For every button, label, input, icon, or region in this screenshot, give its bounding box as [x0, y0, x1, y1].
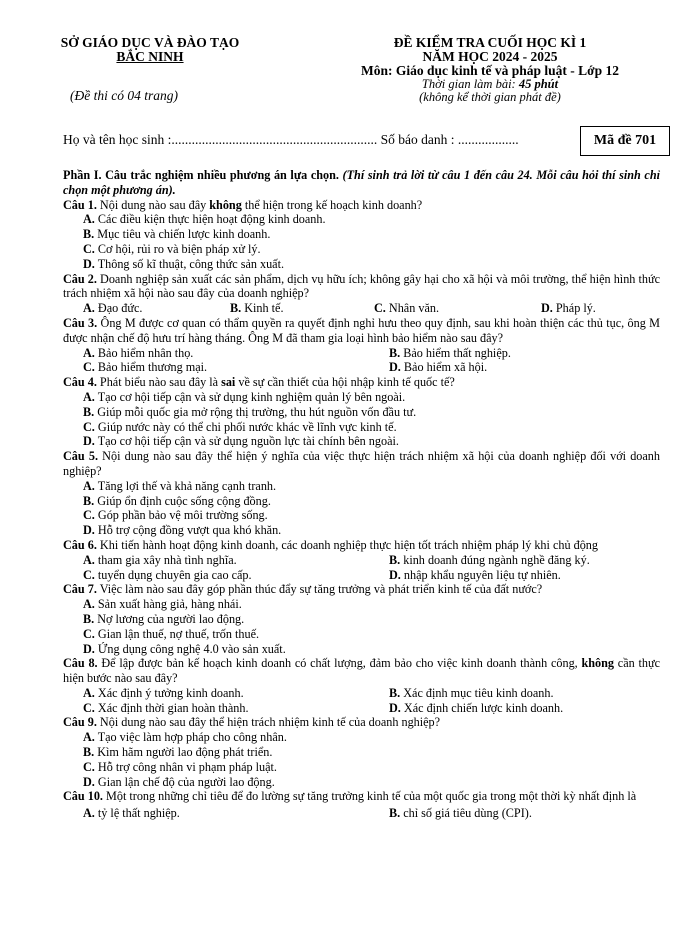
options-row	[63, 346, 660, 361]
exam-title: ĐỀ KIỂM TRA CUỐI HỌC KÌ 1	[393, 35, 587, 50]
option: C. Giúp nước này có thể chi phối nước khác về lĩnh vực kinh tế.	[83, 419, 397, 434]
option: B. Nợ lương của người lao động.	[83, 611, 245, 626]
header-right	[330, 36, 650, 104]
option: A. Tăng lợi thế và khả năng cạnh tranh.	[83, 478, 277, 493]
option: B. Xác định mục tiêu kinh doanh.	[389, 685, 554, 700]
options-row	[63, 553, 660, 568]
option: B. Kinh tế.	[230, 301, 284, 316]
option: C. tuyển dụng chuyên gia cao cấp.	[83, 567, 252, 582]
option: B. Bảo hiểm thất nghiệp.	[389, 345, 511, 360]
option: A. Các điều kiện thực hiện hoạt động kinh doanh.	[83, 212, 326, 227]
option: B. Giúp mỗi quốc gia mở rộng thị trường, thu hút nguồn vốn đầu tư.	[83, 404, 417, 419]
option: D. Bảo hiểm xã hội.	[389, 360, 488, 375]
option: B. chỉ số giá tiêu dùng (CPI).	[389, 806, 532, 821]
option: D. Thông số kĩ thuật, công thức sản xuất.	[83, 256, 285, 271]
options-row	[63, 568, 660, 583]
option: A. Bảo hiểm nhân thọ.	[83, 345, 194, 360]
options-row	[63, 701, 660, 716]
option: C. Cơ hội, rủi ro và biện pháp xử lý.	[83, 241, 261, 256]
section-title: Phần I. Câu trắc nghiệm nhiều phương án lựa chọn. (Thí sinh trả lời từ câu 1 đến câu 24. Mỗi câu hỏi thí sinh chỉ chọn một phương án).	[63, 168, 660, 197]
option: C. Gian lận thuế, nợ thuế, trốn thuế.	[83, 626, 260, 641]
option: C. Nhân văn.	[374, 301, 439, 316]
question-6: Câu 6. Khi tiến hành hoạt động kinh doanh, các doanh nghiệp thực hiện tốt trách nhiệm pháp lý khi chủ động	[63, 537, 598, 552]
student-info-line: Họ và tên học sinh :............................................................. Số báo danh : ..................	[63, 132, 519, 147]
question-8: Câu 8. Để lập được bản kế hoạch kinh doanh có chất lượng, đảm bảo cho việc kinh doanh thành công, không cần thực hiện bước nào sau đây?	[63, 656, 660, 686]
options-row	[63, 806, 660, 821]
option: D. Ứng dụng công nghệ 4.0 vào sản xuất.	[83, 641, 286, 656]
question-10: Câu 10. Một trong những chỉ tiêu để đo lường sự tăng trưởng kinh tế của một quốc gia trong một thời kỳ nhất định là	[63, 789, 637, 804]
option: B. Kìm hãm người lao động phát triển.	[83, 745, 273, 760]
option: C. Hỗ trợ công nhân vi phạm pháp luật.	[83, 759, 277, 774]
province-name: BẮC NINH	[116, 49, 184, 64]
option: A. tham gia xây nhà tình nghĩa.	[83, 552, 237, 567]
options-row	[63, 686, 660, 701]
options-row	[63, 301, 660, 316]
subject-line: Môn: Giáo dục kinh tế và pháp luật - Lớp 12	[360, 63, 620, 78]
school-year: NĂM HỌC 2024 - 2025	[422, 49, 558, 64]
options-row	[63, 360, 660, 375]
option: A. Tạo cơ hội tiếp cận và sử dụng kinh nghiệm quản lý bên ngoài.	[83, 389, 406, 404]
question-9: Câu 9. Nội dung nào sau đây thể hiện trách nhiệm kinh tế của doanh nghiệp?	[63, 715, 441, 730]
option: B. Giúp ổn định cuộc sống cộng đồng.	[83, 493, 271, 508]
option: A. tỷ lệ thất nghiệp.	[83, 806, 180, 821]
question-3: Câu 3. Ông M được cơ quan có thẩm quyền ra quyết định nghỉ hưu theo quy định, sau khi hoàn thiện các thủ tục, ông M được nhận chế độ hưu trí hàng tháng. Ông M đã tham gia loại hình bảo hiểm nào sau đây?	[63, 315, 660, 345]
time-line: Thời gian làm bài: 45 phút	[421, 77, 559, 91]
exam-content	[63, 168, 660, 821]
option: B. kinh doanh đúng ngành nghề đăng ký.	[389, 552, 590, 567]
pages-note: (Đề thi có 04 trang)	[70, 88, 178, 103]
option: B. Mục tiêu và chiến lược kinh doanh.	[83, 227, 271, 242]
option: C. Xác định thời gian hoàn thành.	[83, 700, 249, 715]
question-4: Câu 4. Phát biểu nào sau đây là sai về sự cần thiết của hội nhập kinh tế quốc tế?	[63, 375, 455, 390]
question-1: Câu 1. Nội dung nào sau đây không thể hiện trong kế hoạch kinh doanh?	[63, 197, 423, 212]
option: C. Bảo hiểm thương mại.	[83, 360, 208, 375]
option: A. Xác định ý tưởng kinh doanh.	[83, 685, 244, 700]
question-5: Câu 5. Nội dung nào sau đây thể hiện ý nghĩa của việc thực hiện trách nhiệm xã hội của doanh nghiệp đối với doanh nghiệp?	[63, 449, 660, 478]
exam-code-box: Mã đề 701	[580, 126, 670, 156]
question-2: Câu 2. Doanh nghiệp sản xuất các sản phẩm, dịch vụ hữu ích; không gây hại cho xã hội và môi trường, thể hiện hình thức trách nhiệm xã hội nào sau đây của doanh nghiệp?	[63, 271, 660, 301]
option: D. Hỗ trợ cộng đồng vượt qua khó khăn.	[83, 523, 282, 538]
option: D. Xác định chiến lược kinh doanh.	[389, 700, 564, 715]
time-note: (không kể thời gian phát đề)	[419, 90, 561, 104]
department-name: SỞ GIÁO DỤC VÀ ĐÀO TẠO	[60, 35, 240, 50]
option: D. nhập khẩu nguyên liệu tự nhiên.	[389, 567, 561, 582]
option: D. Pháp lý.	[541, 301, 596, 316]
option: A. Đạo đức.	[83, 301, 143, 316]
header-left	[50, 36, 250, 64]
option: A. Tạo việc làm hợp pháp cho công nhân.	[83, 730, 287, 745]
option: A. Sản xuất hàng giả, hàng nhái.	[83, 597, 242, 612]
option: D. Tạo cơ hội tiếp cận và sử dụng nguồn lực tài chính bên ngoài.	[83, 434, 399, 449]
option: C. Góp phần bảo vệ môi trường sống.	[83, 508, 268, 523]
option: D. Gian lận chế độ của người lao động.	[83, 774, 275, 789]
question-7: Câu 7. Việc làm nào sau đây góp phần thúc đẩy sự tăng trưởng và phát triển kinh tế của đất nước?	[63, 582, 543, 597]
